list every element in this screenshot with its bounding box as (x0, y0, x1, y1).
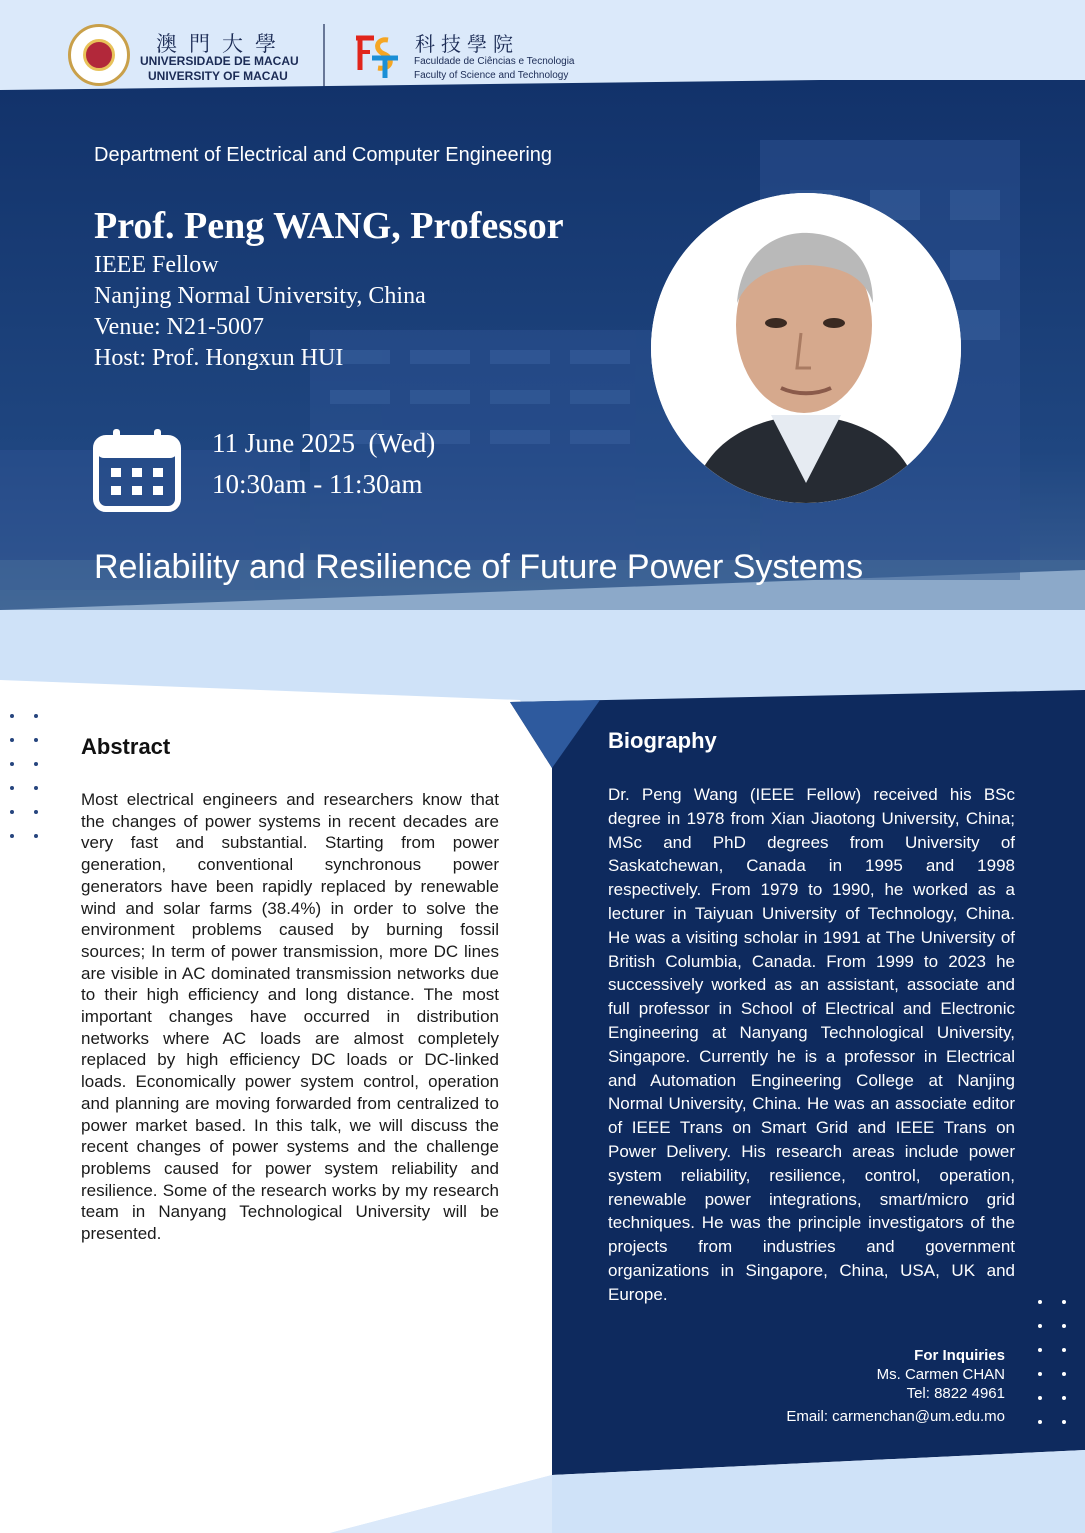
event-date: 11 June 2025 (Wed) (212, 428, 436, 458)
venue-label: Venue: N21-5007 (94, 314, 264, 340)
speaker-photo (651, 193, 961, 503)
inquiries-email: Email: carmenchan@um.edu.mo (786, 1408, 1005, 1425)
logo-divider (323, 24, 325, 88)
calendar-icon (93, 428, 181, 512)
fst-name-portuguese: Faculdade de Ciências e Tecnologia (414, 56, 575, 67)
fst-name-english: Faculty of Science and Technology (414, 70, 569, 81)
speaker-fellowship: IEEE Fellow (94, 252, 219, 278)
speaker-name: Prof. Peng WANG, Professor (94, 205, 564, 247)
event-time: 10:30am - 11:30am (212, 469, 423, 499)
department-name: Department of Electrical and Computer Engineering (94, 144, 553, 166)
biography-text: Dr. Peng Wang (IEEE Fellow) received his BSc degree in 1978 from Xian Jiaotong University, China; MSc and PhD degrees from University of Saskatchewan, Canada in 1995 and 1998 respectively. From 1979 to 1990, he worked as a lecturer in Taiyuan University of Technology, China. He was a visiting scholar in 1991 at The University of British Columbia, Canada. From 1999 to 2023 he successively worked as an assistant, associate and full professor in School of Electrical and Electronic Engineering at Nanyang Technological University, Singapore. Currently he is a professor in Electrical and Automation Engineering College at Nanjing Normal University, China. He was an associate editor of IEEE Trans on Smart Grid and IEEE Trans on Power Delivery. His research areas include power system reliability, resilience, control, operation, renewable power integrations, smart/micro grid techniques. He was the principle investigators of the projects from industries and government organizations in Singapore, China, USA, UK and Europe. (608, 785, 1015, 1304)
fst-name-chinese: 科技學院 (415, 32, 519, 56)
um-name-portuguese: UNIVERSIDADE DE MACAU (140, 54, 299, 68)
abstract-text: Most electrical engineers and researchers know that the changes of power systems in recent decades are very fast and substantial. Starting from power generation, conventional synchronous power generators have been rapidly replaced by renewable wind and solar farms (38.4%) in order to solve the environment problems caused by burning fossil sources; In term of power transmission, more DC lines are visible in AC dominated transmission networks due to their high efficiency and long distance. The most important changes have occurred in distribution networks where AC loads are almost completely replaced by high efficiency DC loads or DC-linked loads. Economically power system control, operation and planning are moving forwarded from centralized to power market based. In this talk, we will discuss the recent changes of power systems and the challenge problems caused for power system reliability and resilience. Some of the research works by my research team in Nanyang Technological University will be presented. (81, 790, 499, 1244)
abstract-heading: Abstract (81, 734, 171, 759)
talk-title: Reliability and Resilience of Future Power Systems (94, 548, 864, 586)
inquiries-heading: For Inquiries (914, 1347, 1005, 1364)
biography-heading: Biography (608, 728, 717, 753)
inquiries-phone: Tel: 8822 4961 (906, 1385, 1005, 1402)
host-label: Host: Prof. Hongxun HUI (94, 345, 344, 371)
um-name-chinese: 澳門大學 (156, 32, 288, 56)
um-name-english: UNIVERSITY OF MACAU (148, 69, 288, 83)
decorative-dots (1038, 1300, 1066, 1424)
speaker-affiliation: Nanjing Normal University, China (94, 283, 426, 309)
inquiries-contact-name: Ms. Carmen CHAN (876, 1366, 1005, 1383)
decorative-dots (10, 714, 38, 838)
fst-logo-icon (352, 30, 400, 80)
university-seal-icon (68, 24, 130, 86)
